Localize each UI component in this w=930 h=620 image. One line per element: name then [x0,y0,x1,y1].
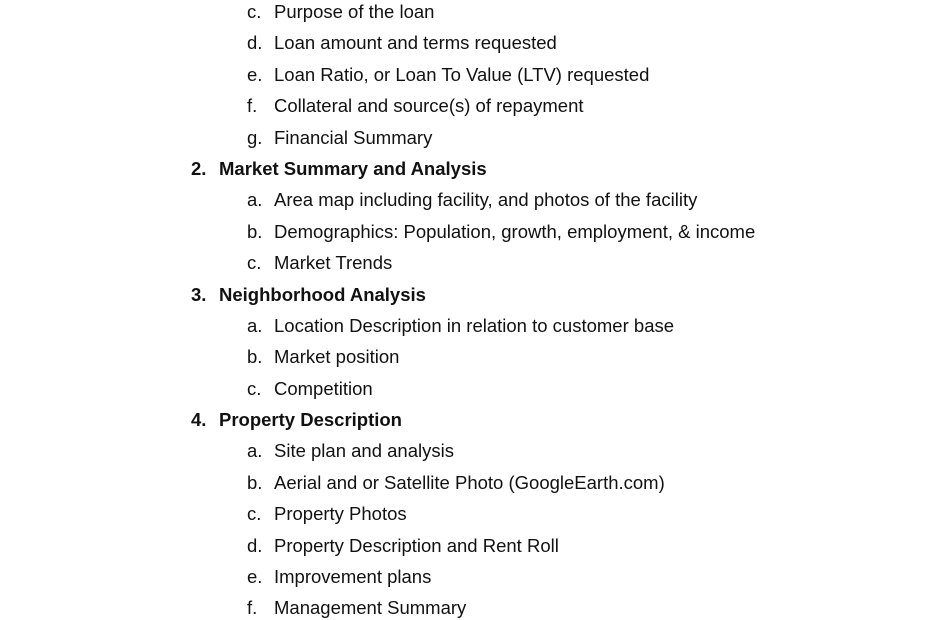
section-title: Market Summary and Analysis [219,157,487,179]
list-marker: b. [247,220,263,242]
list-item-text: Market Trends [274,252,393,274]
list-item-text: Property Description and Rent Roll [274,534,559,556]
list-marker: a. [247,440,263,462]
list-item-3a [0,310,930,341]
list-item-3c [0,373,930,404]
list-item-4d [0,530,930,561]
list-item-text: Location Description in relation to customer base [274,314,675,336]
list-marker: c. [247,377,262,399]
list-item-2b [0,216,930,247]
list-item-1d [0,27,930,58]
list-item-text: Demographics: Population, growth, employment, & income [274,220,756,242]
list-item-2a [0,184,930,215]
list-item-text: Area map including facility, and photos of the facility [274,189,698,211]
list-item-1f [0,90,930,121]
list-item-4e [0,561,930,592]
section-number: 2. [191,157,207,179]
list-marker: c. [247,1,262,22]
section-heading-property-description [0,404,930,435]
list-marker: e. [247,63,263,85]
section-title: Property Description [219,409,402,431]
list-item-text: Competition [274,377,373,399]
list-item-text: Aerial and or Satellite Photo (GoogleEarth.com) [274,471,665,493]
list-item-text: Collateral and source(s) of repayment [274,95,584,117]
list-item-text: Market position [274,346,400,368]
list-item-text: Loan Ratio, or Loan To Value (LTV) requested [274,63,650,85]
list-item-3b [0,341,930,372]
section-title: Neighborhood Analysis [219,283,426,305]
list-item-2c [0,247,930,278]
list-item-1c [0,0,930,27]
list-item-1g [0,122,930,153]
section-heading-neighborhood-analysis [0,279,930,310]
list-marker: c. [247,503,262,525]
list-marker: b. [247,346,263,368]
list-marker: d. [247,534,263,556]
list-marker: f. [247,95,258,117]
list-item-text: Improvement plans [274,566,432,588]
list-item-4a [0,435,930,466]
list-item-4c [0,498,930,529]
list-item-1e [0,59,930,90]
list-marker: c. [247,252,262,274]
list-marker: b. [247,471,263,493]
list-item-4f [0,592,930,620]
list-marker: g. [247,126,263,148]
list-item-text: Financial Summary [274,126,433,148]
list-marker: e. [247,566,263,588]
list-marker: f. [247,597,258,619]
list-item-text: Loan amount and terms requested [274,32,557,54]
list-item-text: Purpose of the loan [274,1,435,22]
list-item-text: Site plan and analysis [274,440,454,462]
list-marker: a. [247,189,263,211]
section-number: 3. [191,283,207,305]
list-marker: d. [247,32,263,54]
list-item-text: Management Summary [274,597,467,619]
list-item-text: Property Photos [274,503,407,525]
section-heading-market-summary [0,153,930,184]
list-item-4b [0,467,930,498]
list-marker: a. [247,314,263,336]
section-number: 4. [191,409,207,431]
